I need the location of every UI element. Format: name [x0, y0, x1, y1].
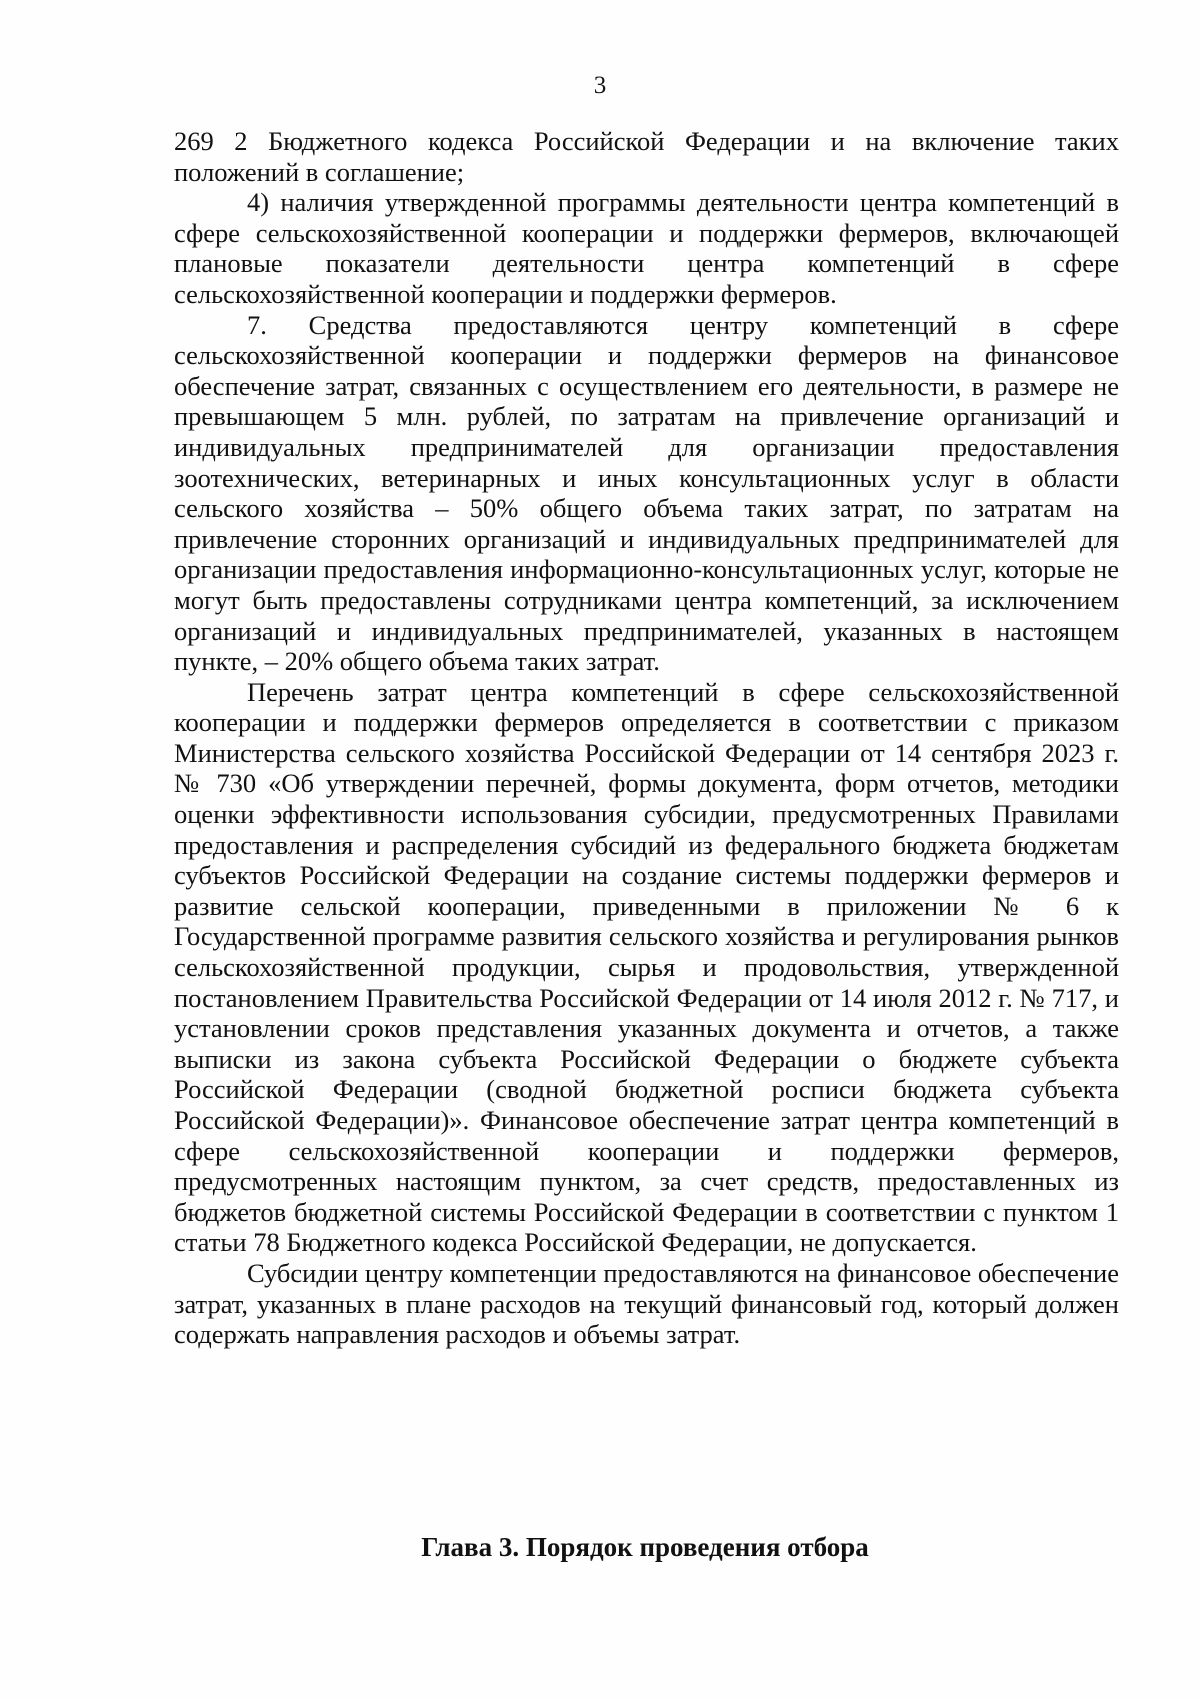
paragraph-item-7: 7. Средства предоставляются центру компетенций в сфере сельскохозяйственной кооперации и поддержки фермеров на финансовое обеспечение затрат, связанных с осуществлением его деятельности, в размере не превышающем 5 млн. рублей, по затратам на привлечение организаций и индивидуальных предпринимателей для организации предоставления зоотехнических, ветеринарных и иных консультационных услуг в области сельского хозяйства – 50% общего объема таких затрат, по затратам на привлечение сторонних организаций и индивидуальных предпринимателей для организации предоставления информационно-консультационных услуг, которые не могут быть предоставлены сотрудниками центра компетенций, за исключением организаций и индивидуальных предпринимателей, указанных в настоящем пункте, – 20% общего объема таких затрат.: [174, 309, 1119, 677]
chapter-heading: Глава 3. Порядок проведения отбора: [421, 1532, 869, 1562]
paragraph-item-4: 4) наличия утвержденной программы деятельности центра компетенций в сфере сельскохозяйственной кооперации и поддержки фермеров, включающей плановые показатели деятельности центра компетенций в сфере сельскохозяйственной кооперации и поддержки фермеров.: [174, 187, 1119, 309]
document-body: [174, 126, 1119, 1350]
paragraph-subsidies: Субсидии центру компетенции предоставляются на финансовое обеспечение затрат, указанных в плане расходов на текущий финансовый год, который должен содержать направления расходов и объемы затрат.: [174, 1257, 1119, 1350]
page-number: 3: [593, 72, 607, 99]
paragraph-continuation: 269 2 Бюджетного кодекса Российской Федерации и на включение таких положений в соглашение;: [174, 126, 1119, 187]
paragraph-cost-list: Перечень затрат центра компетенций в сфере сельскохозяйственной кооперации и поддержки фермеров определяется в соответствии с приказом Министерства сельского хозяйства Российской Федерации от 14 сентября 2023 г. № 730 «Об утверждении перечней, формы документа, форм отчетов, методики оценки эффективности использования субсидии, предусмотренных Правилами предоставления и распределения субсидий из федерального бюджета бюджетам субъектов Российской Федерации на создание системы поддержки фермеров и развитие сельской кооперации, приведенными в приложении № 6 к Государственной программе развития сельского хозяйства и регулирования рынков сельскохозяйственной продукции, сырья и продовольствия, утвержденной постановлением Правительства Российской Федерации от 14 июля 2012 г. № 717, и установлении сроков представления указанных документа и отчетов, а также выписки из закона субъекта Российской Федерации о бюджете субъекта Российской Федерации (сводной бюджетной росписи бюджета субъекта Российской Федерации)». Финансовое обеспечение затрат центра компетенций в сфере сельскохозяйственной кооперации и поддержки фермеров, предусмотренных настоящим пунктом, за счет средств, предоставленных из бюджетов бюджетной системы Российской Федерации в соответствии с пунктом 1 статьи 78 Бюджетного кодекса Российской Федерации, не допускается.: [174, 676, 1119, 1258]
